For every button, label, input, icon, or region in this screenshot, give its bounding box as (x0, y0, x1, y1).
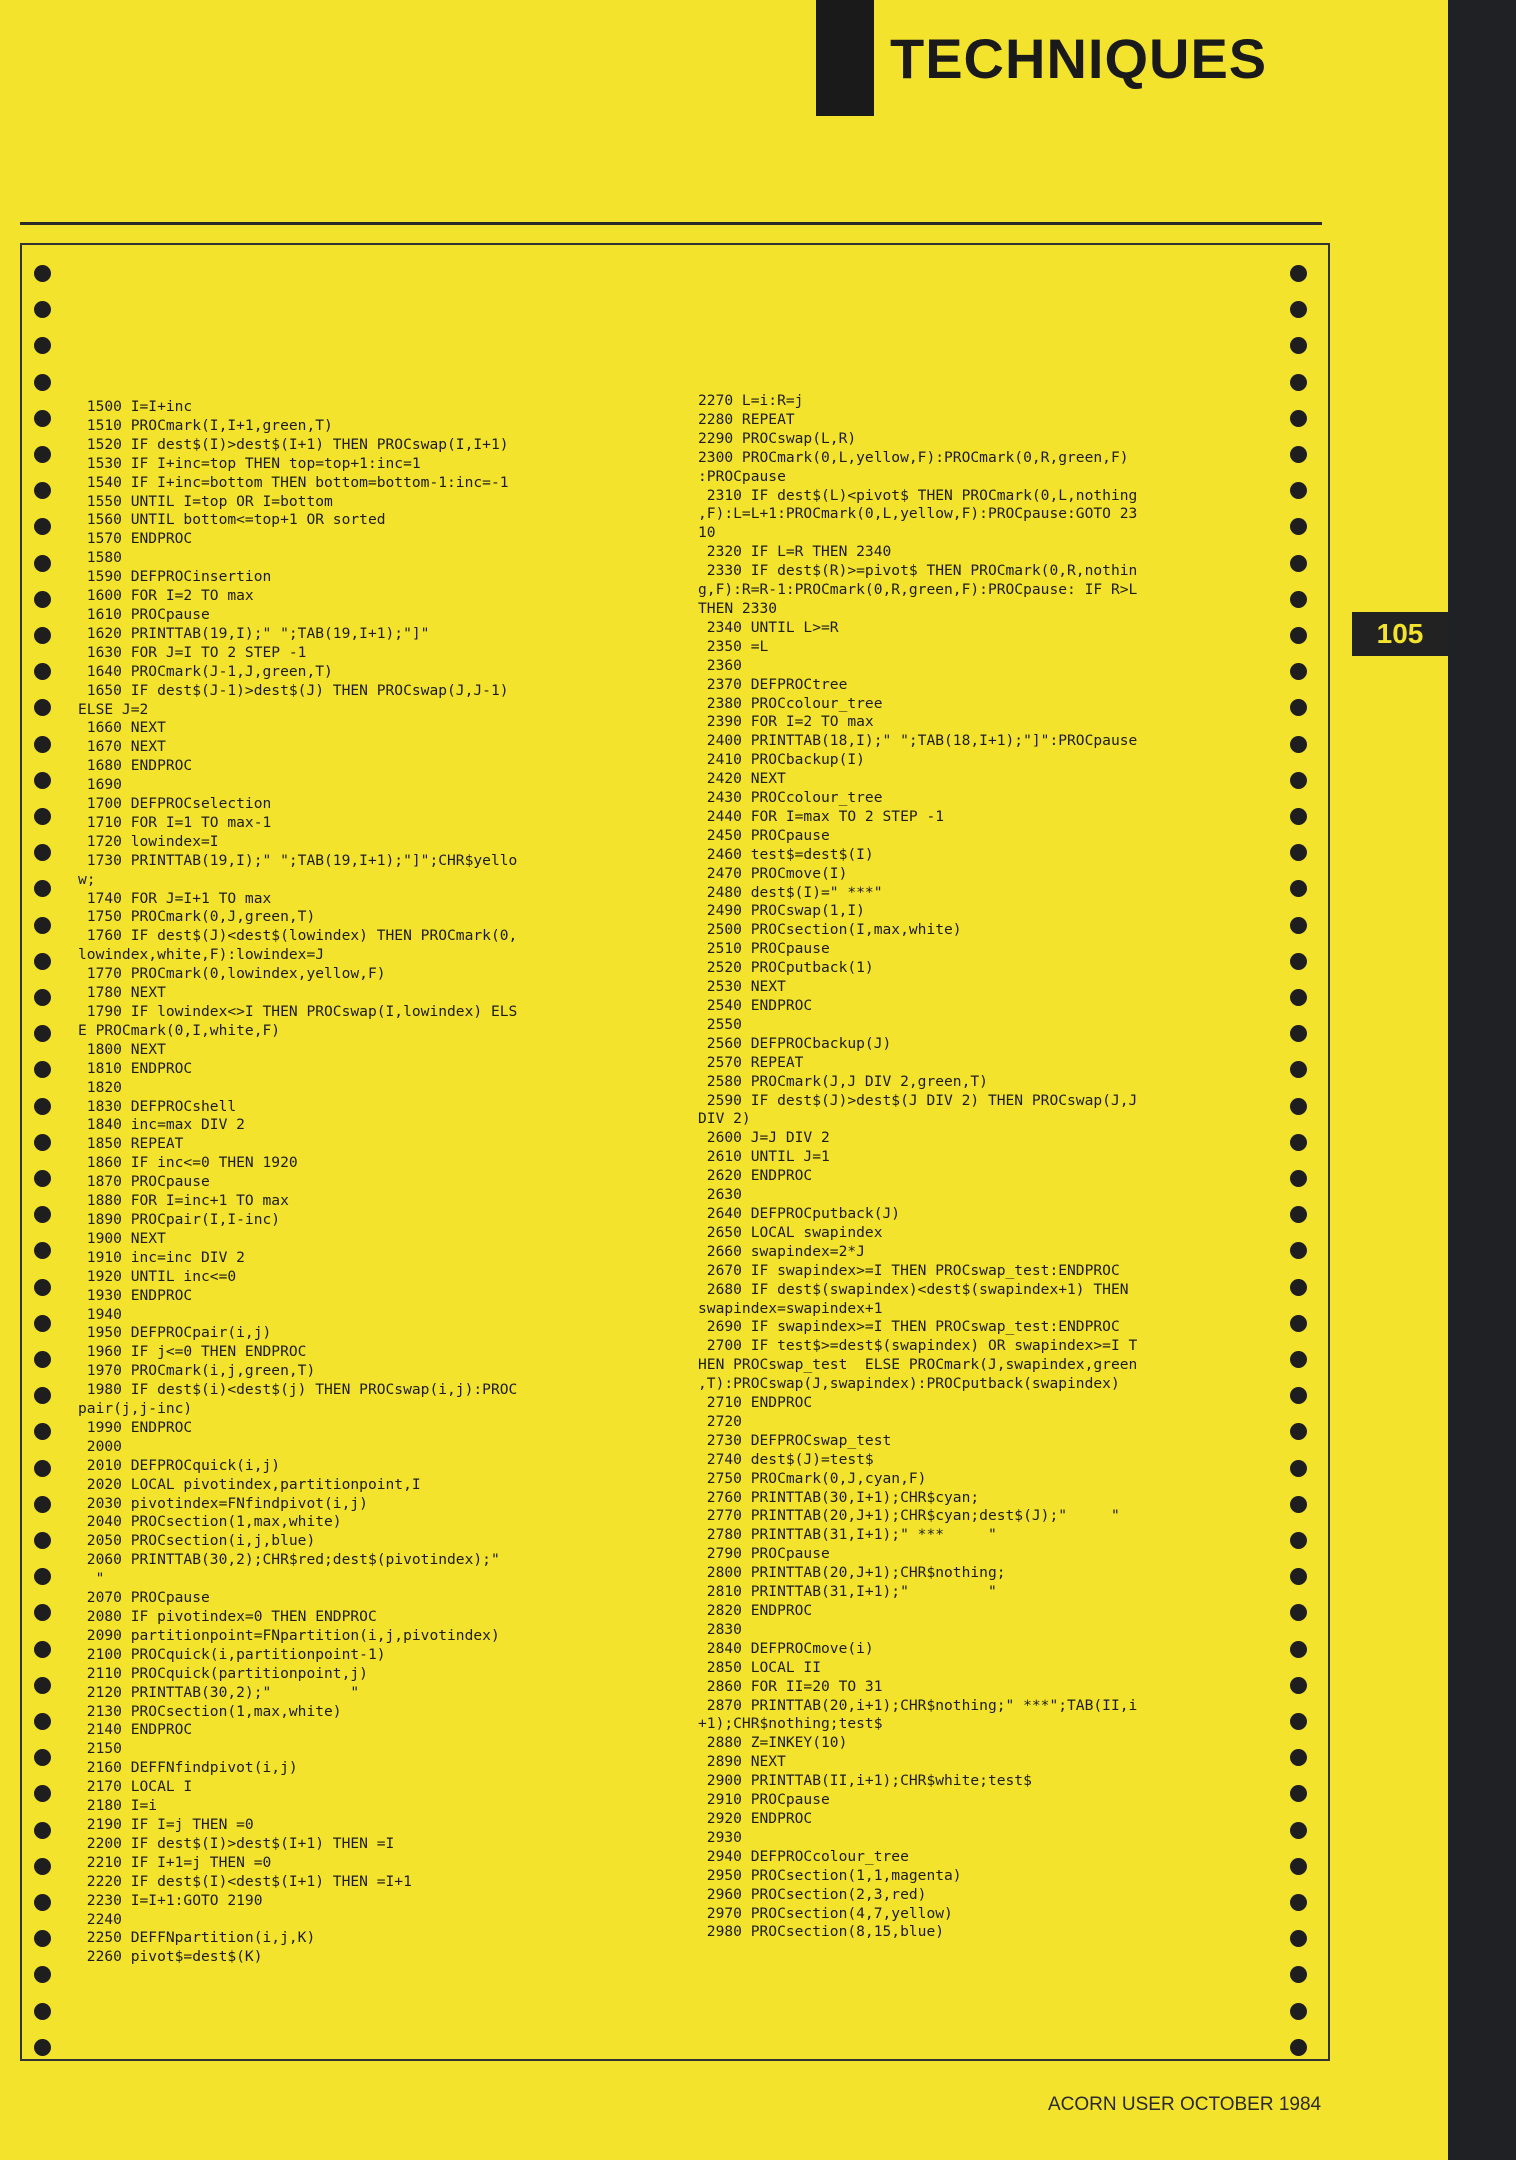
feed-hole (34, 374, 51, 391)
code-line: 2880 Z=INKEY(10) (698, 1734, 848, 1752)
code-line: 2670 IF swapindex>=I THEN PROCswap_test:ENDPROC (698, 1261, 1120, 1279)
code-line: 2390 FOR I=2 TO max (698, 713, 874, 731)
code-line: 2040 PROCsection(1,max,white) (78, 1513, 342, 1531)
code-line: 2950 PROCsection(1,1,magenta) (698, 1866, 962, 1884)
code-line: 1970 PROCmark(i,j,green,T) (78, 1362, 316, 1380)
code-line: 2110 PROCquick(partitionpoint,j) (78, 1664, 368, 1682)
code-line: 2900 PRINTTAB(II,i+1);CHR$white;test$ (698, 1772, 1032, 1790)
code-line: 1950 DEFPROCpair(i,j) (78, 1324, 272, 1342)
feed-hole (1290, 1315, 1307, 1332)
code-line: 2190 IF I=j THEN =0 (78, 1815, 254, 1833)
code-line: 2580 PROCmark(J,J DIV 2,green,T) (698, 1072, 988, 1090)
code-line: 2540 ENDPROC (698, 997, 813, 1014)
code-line: 1660 NEXT (78, 719, 166, 737)
code-line: 1940 (78, 1305, 122, 1323)
feed-hole (1290, 410, 1307, 427)
feed-hole (1290, 1351, 1307, 1368)
code-line: 1750 PROCmark(0,J,green,T) (78, 908, 316, 926)
code-line: 1560 UNTIL bottom<=top+1 OR sorted (78, 511, 386, 529)
code-line: 2240 (78, 1910, 122, 1928)
code-line: 2860 FOR II=20 TO 31 (698, 1677, 883, 1695)
feed-hole (1290, 772, 1307, 789)
feed-hole (1290, 989, 1307, 1006)
code-line: 2200 IF dest$(I)>dest$(I+1) THEN =I (78, 1834, 395, 1852)
code-line: 1780 NEXT (78, 984, 166, 1002)
code-line: pair(j,j-inc) (78, 1400, 193, 1418)
code-line: 2760 PRINTTAB(30,I+1);CHR$cyan; (698, 1488, 980, 1506)
code-line: 1960 IF j<=0 THEN ENDPROC (78, 1343, 307, 1361)
feed-hole (1290, 446, 1307, 463)
feed-hole (1290, 2003, 1307, 2020)
code-line: 1830 DEFPROCshell (78, 1097, 237, 1115)
code-line: 1810 ENDPROC (78, 1059, 193, 1077)
code-line: 2380 PROCcolour_tree (698, 694, 883, 712)
code-line: 2280 REPEAT (698, 410, 795, 428)
code-line: 1700 DEFPROCselection (78, 795, 272, 813)
feed-hole (1290, 1677, 1307, 1694)
code-line: 1530 IF I+inc=top THEN top=top+1:inc=1 (78, 454, 421, 472)
code-line: 2780 PRINTTAB(31,I+1);" *** " (698, 1526, 997, 1544)
code-line: 2570 REPEAT (698, 1053, 804, 1071)
feed-hole (1290, 1279, 1307, 1296)
code-line: 2790 PROCpause (698, 1545, 830, 1563)
code-line: 2530 NEXT (698, 978, 786, 996)
code-line: 2020 LOCAL pivotindex,partitionpoint,I (78, 1475, 421, 1493)
code-line: 2960 PROCsection(2,3,red) (698, 1885, 927, 1903)
feed-hole (34, 1460, 51, 1477)
code-line: 2460 test$=dest$(I) (698, 845, 874, 863)
code-line: 2420 NEXT (698, 770, 786, 788)
code-line: 2100 PROCquick(i,partitionpoint-1) (78, 1645, 386, 1663)
feed-hole (34, 1532, 51, 1549)
code-line: 2310 IF dest$(L)<pivot$ THEN PROCmark(0,L,nothing (698, 486, 1138, 504)
listing-column-left (78, 398, 517, 1967)
feed-hole (1290, 1532, 1307, 1549)
code-line: 2680 IF dest$(swapindex)<dest$(swapindex+1) THEN (698, 1280, 1129, 1298)
code-line: E PROCmark(0,I,white,F) (78, 1021, 281, 1039)
code-line: 2370 DEFPROCtree (698, 675, 848, 693)
feed-hole (1290, 1170, 1307, 1187)
code-line: 2060 PRINTTAB(30,2);CHR$red;dest$(pivotindex);" (78, 1551, 500, 1569)
code-line: w; (78, 870, 96, 888)
code-line: 1840 inc=max DIV 2 (78, 1116, 245, 1134)
code-line: 2430 PROCcolour_tree (698, 789, 883, 807)
code-line: 1820 (78, 1078, 122, 1096)
code-line: 2180 I=i (78, 1797, 158, 1815)
code-line: 2810 PRINTTAB(31,I+1);" " (698, 1583, 997, 1601)
code-line: 2520 PROCputback(1) (698, 959, 874, 977)
code-line: 2030 pivotindex=FNfindpivot(i,j) (78, 1494, 368, 1512)
code-line: 2940 DEFPROCcolour_tree (698, 1847, 909, 1865)
code-line: 2910 PROCpause (698, 1791, 830, 1809)
feed-hole (34, 591, 51, 608)
code-line: 2120 PRINTTAB(30,2);" " (78, 1683, 360, 1701)
code-line: 1990 ENDPROC (78, 1418, 193, 1436)
code-line: 2220 IF dest$(I)<dest$(I+1) THEN =I+1 (78, 1872, 412, 1890)
code-line: 2130 PROCsection(1,max,white) (78, 1702, 342, 1720)
feed-hole (1290, 1098, 1307, 1115)
feed-hole (1290, 1460, 1307, 1477)
code-line: 2410 PROCbackup(I) (698, 751, 865, 769)
code-line: 1670 NEXT (78, 738, 166, 756)
code-line: THEN 2330 (698, 599, 778, 617)
code-line: 1890 PROCpair(I,I-inc) (78, 1210, 281, 1228)
code-line: 2710 ENDPROC (698, 1394, 813, 1412)
feed-hole (1290, 627, 1307, 644)
code-line: 2090 partitionpoint=FNpartition(i,j,pivotindex) (78, 1626, 500, 1644)
code-line: 2050 PROCsection(i,j,blue) (78, 1532, 316, 1550)
feed-hole (1290, 374, 1307, 391)
code-line: ,T):PROCswap(J,swapindex):PROCputback(swapindex) (698, 1375, 1120, 1393)
code-line: 2560 DEFPROCbackup(J) (698, 1034, 892, 1052)
code-line: 2840 DEFPROCmove(i) (698, 1639, 874, 1657)
code-line: 2140 ENDPROC (78, 1721, 193, 1739)
code-line: 2260 pivot$=dest$(K) (78, 1948, 263, 1966)
feed-hole (1290, 917, 1307, 934)
code-line: 1520 IF dest$(I)>dest$(I+1) THEN PROCswap(I,I+1) (78, 435, 509, 453)
code-line: 1870 PROCpause (78, 1173, 210, 1191)
feed-hole (1290, 1641, 1307, 1658)
code-line: 2320 IF L=R THEN 2340 (698, 543, 892, 561)
code-line: 1580 (78, 549, 122, 567)
feed-hole (34, 627, 51, 644)
code-line: 2720 (698, 1412, 742, 1430)
feed-hole (34, 736, 51, 753)
code-line: 2610 UNTIL J=1 (698, 1148, 830, 1166)
code-line: 2890 NEXT (698, 1753, 786, 1771)
code-line: 1610 PROCpause (78, 605, 210, 623)
code-line: 2160 DEFFNfindpivot(i,j) (78, 1759, 298, 1777)
feed-hole (1290, 2039, 1307, 2056)
page-number-tab: 105 (1352, 612, 1448, 656)
feed-hole (34, 1713, 51, 1730)
code-line: 1650 IF dest$(J-1)>dest$(J) THEN PROCswap(J,J-1) (78, 681, 509, 699)
code-line: 1720 lowindex=I (78, 832, 219, 850)
code-line: :PROCpause (698, 467, 786, 485)
code-line: 2480 dest$(I)=" ***" (698, 883, 883, 901)
code-line: 2270 L=i:R=j (698, 392, 804, 409)
code-line: +1);CHR$nothing;test$ (698, 1715, 883, 1733)
code-line: 1800 NEXT (78, 1040, 166, 1058)
code-line: 2170 LOCAL I (78, 1778, 193, 1796)
code-line: 1930 ENDPROC (78, 1286, 193, 1304)
code-line: 1550 UNTIL I=top OR I=bottom (78, 492, 333, 510)
feed-hole (1290, 591, 1307, 608)
section-title: TECHNIQUES (890, 27, 1268, 90)
feed-hole (34, 1822, 51, 1839)
code-line: 2450 PROCpause (698, 826, 830, 844)
code-line: 2740 dest$(J)=test$ (698, 1450, 874, 1468)
feed-hole (1290, 1134, 1307, 1151)
code-line: 2000 (78, 1437, 122, 1455)
code-line: 1540 IF I+inc=bottom THEN bottom=bottom-1:inc=-1 (78, 473, 509, 491)
feed-hole (1290, 555, 1307, 572)
feed-hole (1290, 808, 1307, 825)
code-line: 2870 PRINTTAB(20,i+1);CHR$nothing;" ***";TAB(II,i (698, 1696, 1138, 1714)
code-line: 2770 PRINTTAB(20,J+1);CHR$cyan;dest$(J);" " (698, 1507, 1120, 1525)
code-line: 1620 PRINTTAB(19,I);" ";TAB(19,I+1);"]" (78, 624, 430, 642)
code-line: lowindex,white,F):lowindex=J (78, 946, 325, 964)
feed-hole (34, 989, 51, 1006)
code-line: 2700 IF test$>=dest$(swapindex) OR swapindex>=I T (698, 1337, 1138, 1355)
code-line: 1690 (78, 776, 122, 794)
code-line: 1600 FOR I=2 TO max (78, 587, 254, 605)
feed-hole (34, 1351, 51, 1368)
code-line: 2690 IF swapindex>=I THEN PROCswap_test:ENDPROC (698, 1318, 1120, 1336)
code-line: 2750 PROCmark(0,J,cyan,F) (698, 1469, 927, 1487)
code-line: 1630 FOR J=I TO 2 STEP -1 (78, 643, 307, 661)
code-line: 1500 I=I+inc (78, 398, 193, 415)
feed-hole (34, 410, 51, 427)
code-line: HEN PROCswap_test ELSE PROCmark(J,swapindex,green (698, 1356, 1138, 1374)
code-line: 2440 FOR I=max TO 2 STEP -1 (698, 807, 945, 825)
code-line: 2640 DEFPROCputback(J) (698, 1204, 901, 1222)
publication-footer: ACORN USER OCTOBER 1984 (1048, 2094, 1322, 2115)
code-line: 2800 PRINTTAB(20,J+1);CHR$nothing; (698, 1564, 1006, 1582)
code-line: 2630 (698, 1186, 742, 1204)
feed-hole (34, 555, 51, 572)
feed-hole (34, 1677, 51, 1694)
feed-hole (1290, 1822, 1307, 1839)
code-line: 2500 PROCsection(I,max,white) (698, 921, 962, 939)
code-line: 2070 PROCpause (78, 1589, 210, 1607)
listing-column-right (698, 392, 1137, 1942)
header-rule (20, 222, 1322, 225)
feed-hole (1290, 1894, 1307, 1911)
code-line: 2250 DEFFNpartition(i,j,K) (78, 1929, 316, 1947)
feed-hole (34, 772, 51, 789)
code-line: 1860 IF inc<=0 THEN 1920 (78, 1154, 298, 1172)
code-line: 1880 FOR I=inc+1 TO max (78, 1192, 289, 1210)
code-line: 2400 PRINTTAB(18,I);" ";TAB(18,I+1);"]":PROCpause (698, 732, 1138, 750)
feed-hole (34, 917, 51, 934)
feed-hole (34, 446, 51, 463)
code-line: 2490 PROCswap(1,I) (698, 902, 865, 920)
feed-hole (1290, 953, 1307, 970)
feed-hole (34, 2039, 51, 2056)
code-line: 10 (698, 524, 716, 542)
dark-page-edge (1448, 0, 1516, 2160)
code-line: 2830 (698, 1620, 742, 1638)
code-line: 1590 DEFPROCinsertion (78, 568, 272, 586)
code-line: 2660 swapindex=2*J (698, 1242, 865, 1260)
code-line: 2300 PROCmark(0,L,yellow,F):PROCmark(0,R,green,F) (698, 448, 1129, 466)
feed-hole (34, 1894, 51, 1911)
code-line: 2010 DEFPROCquick(i,j) (78, 1456, 281, 1474)
feed-hole (34, 953, 51, 970)
code-line: 1760 IF dest$(J)<dest$(lowindex) THEN PROCmark(0, (78, 927, 518, 945)
code-line: 2600 J=J DIV 2 (698, 1129, 830, 1147)
feed-hole (34, 808, 51, 825)
code-line: 2980 PROCsection(8,15,blue) (698, 1923, 945, 1941)
code-line: 1900 NEXT (78, 1229, 166, 1247)
code-line: 2730 DEFPROCswap_test (698, 1431, 892, 1449)
code-line: 2340 UNTIL L>=R (698, 618, 839, 636)
code-line: 1770 PROCmark(0,lowindex,yellow,F) (78, 965, 386, 983)
code-line: 2350 =L (698, 637, 769, 655)
code-line: 2510 PROCpause (698, 940, 830, 958)
code-line: 1640 PROCmark(J-1,J,green,T) (78, 662, 333, 680)
code-line: DIV 2) (698, 1110, 751, 1128)
feed-hole (34, 265, 51, 282)
code-line: 1920 UNTIL inc<=0 (78, 1267, 237, 1285)
feed-hole (34, 1098, 51, 1115)
code-line: 1730 PRINTTAB(19,I);" ";TAB(19,I+1);"]";CHR$yello (78, 851, 518, 869)
feed-hole (1290, 1496, 1307, 1513)
feed-hole (1290, 736, 1307, 753)
code-line: 2650 LOCAL swapindex (698, 1223, 883, 1241)
code-line: 1850 REPEAT (78, 1135, 184, 1153)
code-line: 1980 IF dest$(i)<dest$(j) THEN PROCswap(i,j):PROC (78, 1381, 518, 1399)
code-line: 2850 LOCAL II (698, 1658, 822, 1676)
code-line: 1570 ENDPROC (78, 530, 193, 548)
feed-hole (34, 1496, 51, 1513)
code-line: 2920 ENDPROC (698, 1809, 813, 1827)
section-marker-bar (816, 0, 874, 116)
code-line: 1740 FOR J=I+1 TO max (78, 889, 272, 907)
feed-hole (34, 1641, 51, 1658)
feed-hole (1290, 1858, 1307, 1875)
code-line: 2620 ENDPROC (698, 1167, 813, 1185)
feed-hole (1290, 265, 1307, 282)
code-line: swapindex=swapindex+1 (698, 1299, 883, 1317)
feed-hole (34, 2003, 51, 2020)
code-line: 2290 PROCswap(L,R) (698, 429, 857, 447)
code-line: 1910 inc=inc DIV 2 (78, 1248, 245, 1266)
feed-hole (1290, 1713, 1307, 1730)
feed-hole (34, 1170, 51, 1187)
code-line: 2150 (78, 1740, 122, 1758)
code-line: 2210 IF I+1=j THEN =0 (78, 1853, 272, 1871)
code-line: 1680 ENDPROC (78, 757, 193, 775)
code-line: 2550 (698, 1015, 742, 1033)
feed-hole (34, 1279, 51, 1296)
feed-hole (34, 1858, 51, 1875)
code-line: 2330 IF dest$(R)>=pivot$ THEN PROCmark(0,R,nothin (698, 562, 1138, 580)
code-line: ,F):L=L+1:PROCmark(0,L,yellow,F):PROCpause:GOTO 23 (698, 505, 1138, 523)
code-line: 2360 (698, 656, 742, 674)
code-line: 2080 IF pivotindex=0 THEN ENDPROC (78, 1608, 377, 1625)
code-line: " (78, 1570, 105, 1588)
code-line: 2820 ENDPROC (698, 1602, 813, 1619)
code-line: 2590 IF dest$(J)>dest$(J DIV 2) THEN PROCswap(J,J (698, 1091, 1138, 1109)
code-line: 2930 (698, 1828, 742, 1846)
code-line: 1710 FOR I=1 TO max-1 (78, 813, 272, 831)
code-line: 2470 PROCmove(I) (698, 864, 848, 882)
feed-hole (34, 1134, 51, 1151)
code-line: ELSE J=2 (78, 700, 149, 718)
code-line: 2230 I=I+1:GOTO 2190 (78, 1891, 263, 1909)
code-line: 1510 PROCmark(I,I+1,green,T) (78, 416, 333, 434)
code-line: 1790 IF lowindex<>I THEN PROCswap(I,lowindex) ELS (78, 1003, 518, 1020)
code-line: 2970 PROCsection(4,7,yellow) (698, 1904, 953, 1922)
code-line: g,F):R=R-1:PROCmark(0,R,green,F):PROCpause: IF R>L (698, 581, 1138, 599)
feed-hole (34, 1315, 51, 1332)
